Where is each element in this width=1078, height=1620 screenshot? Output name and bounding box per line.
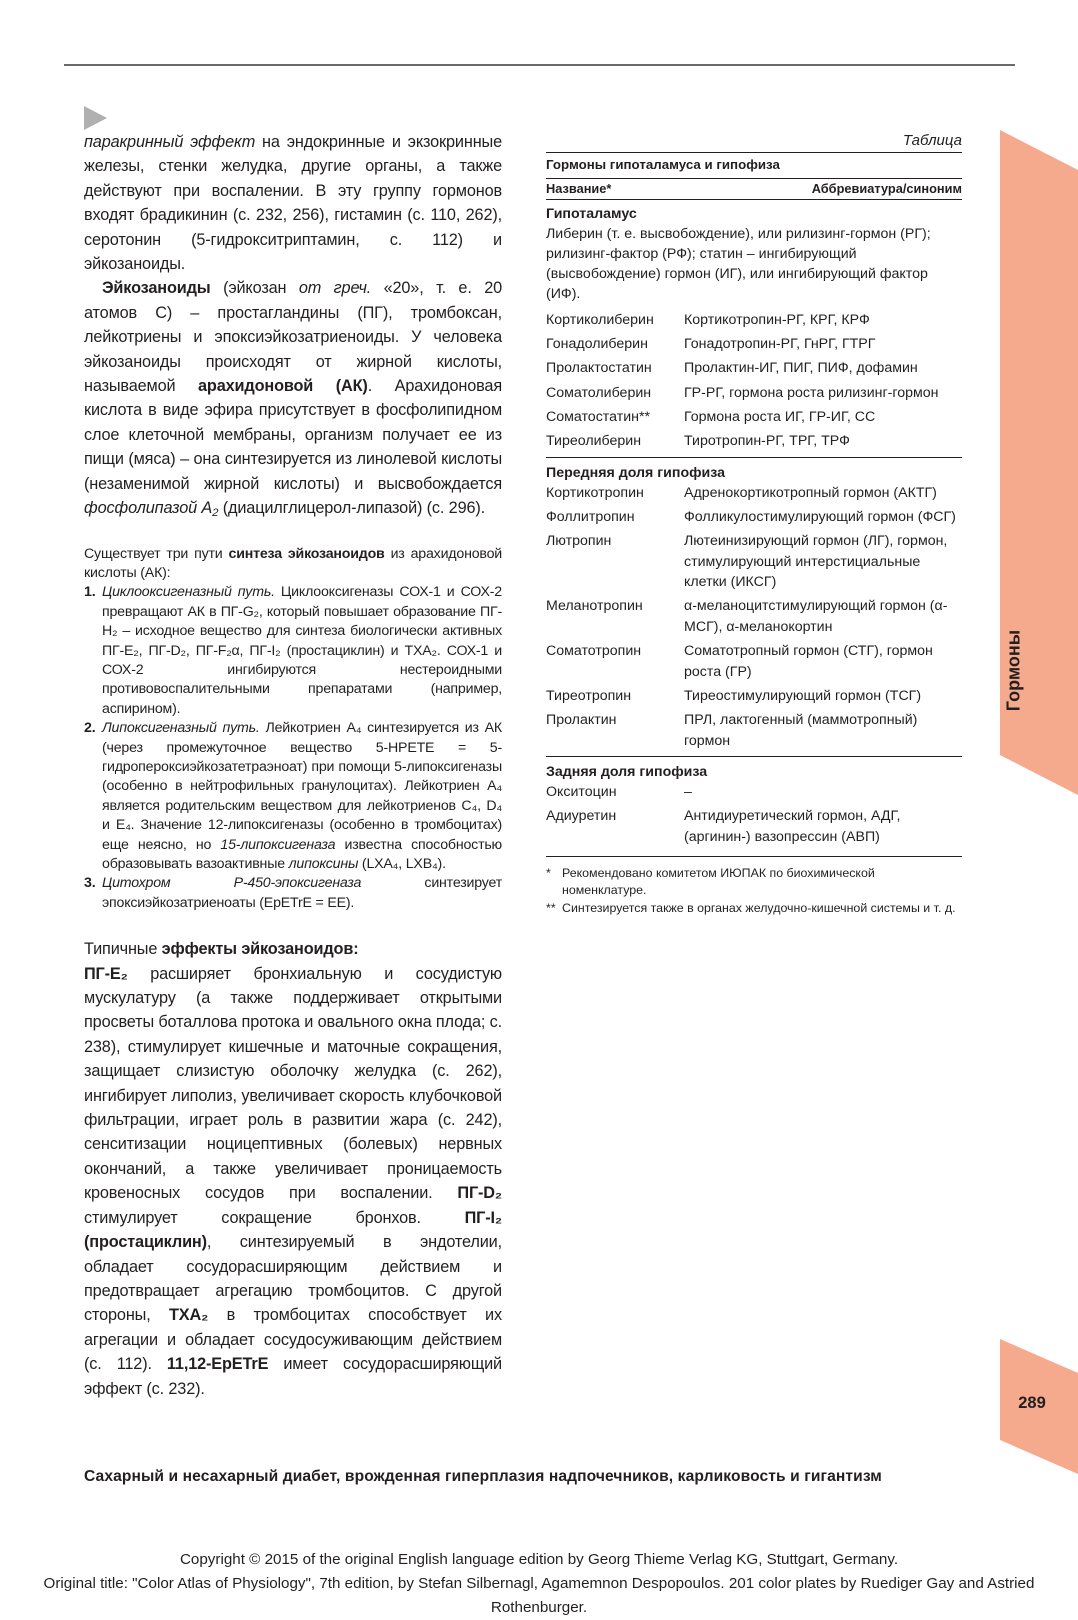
section-rows: [546, 310, 962, 452]
synthesis-intro: Существует три пути синтеза эйкозаноидов из арахидоновой кислоты (АК):: [84, 545, 502, 581]
effects-heading: Типичные эффекты эйкозаноидов:: [84, 940, 359, 959]
column-header-name: Название*: [546, 181, 612, 196]
table-row: Меланотропин α-меланоцитстимулирующий гормон (α-МСГ), α-меланокортин: [546, 598, 948, 635]
table-label: Таблица: [902, 132, 962, 149]
main-text-column: [84, 130, 502, 1401]
chapter-title: Сахарный и несахарный диабет, врожденная гиперплазия надпочечников, карликовость и гигантизм: [84, 1468, 882, 1485]
list-item: 3. Цитохром Р-450-эпоксигеназа синтезирует эпоксиэйкозатриеноаты (EpETrE = EE).: [84, 875, 503, 911]
hormones-table: [546, 130, 962, 917]
list-item: 1. Циклооксигеназный путь. Циклооксигеназы СОХ-1 и СОХ-2 превращают АК в ПГ-G₂, который повышает образование ПГ-Н₂ – исходное вещество для синтеза биологически активных ПГ-Е₂, ПГ-D₂, ПГ-F₂α, ПГ-I₂ (простациклин) и ТХА₂. СОХ-1 и СОХ-2 ингибируются нестероидными противовоспалительными препаратами (например, аспирином).: [84, 584, 502, 717]
section-divider: [546, 457, 962, 752]
table-row: Кортикотропин Адренокортикотропный гормон (АКТГ): [546, 484, 937, 501]
table-row: Тиреотропин Тиреостимулирующий гормон (ТСГ): [546, 687, 922, 704]
table-row: Соматолиберин ГР-РГ, гормона роста рилизинг-гормон: [546, 384, 939, 401]
copyright-notice: [0, 1548, 1078, 1620]
table-row: Соматотропин Соматотропный гормон (СТГ), гормон роста (ГР): [546, 643, 933, 680]
table-header: [546, 178, 962, 200]
paragraph-intro: паракринный эффект на эндокринные и экзокринные железы, стенки желудка, другие органы, а также действуют при воспалении. В эту группу гормонов входят брадикинин (с. 232, 256), гистамин (с. 110, 262), серотонин (5-гидрокситриптамин, с. 112) и эйкозаноиды.: [84, 133, 502, 274]
table-row: Гонадолиберин Гонадотропин-РГ, ГнРГ, ГТРГ: [546, 336, 876, 353]
synthesis-pathways-list: [84, 583, 502, 913]
play-arrow-icon: [84, 106, 107, 130]
chapter-side-label: Гормоны: [1003, 629, 1024, 712]
table-row: Окситоцин –: [546, 784, 692, 801]
column-header-abbr: Аббревиатура/синоним: [811, 181, 962, 196]
section-title-posterior-pituitary: Задняя доля гипофиза: [546, 764, 708, 781]
top-rule: [64, 64, 1015, 66]
table-row: Адиуретин Антидиуретический гормон, АДГ, (аргинин-) вазопрессин (АВП): [546, 808, 901, 845]
table-title: Гормоны гипоталамуса и гипофиза: [546, 152, 962, 175]
table-row: Тиреолиберин Тиротропин-РГ, ТРГ, ТРФ: [546, 432, 850, 449]
page-number: 289: [1018, 1394, 1046, 1412]
table-row: Соматостатин** Гормона роста ИГ, ГР-ИГ, СС: [546, 408, 876, 425]
table-row: Фоллитропин Фолликулостимулирующий гормон (ФСГ): [546, 508, 956, 525]
table-footnotes: [546, 856, 962, 918]
table-row: Пролактин ПРЛ, лактогенный (маммотропный) гормон: [546, 712, 918, 749]
section-description: Либерин (т. е. высвобождение), или рилизинг-гормон (РГ); рилизинг-фактор (РФ); статин – ингибирующий (высвобождение) гормон (ИГ), или ингибирующий фактор (ИФ).: [546, 226, 931, 302]
section-title-anterior-pituitary: Передняя доля гипофиза: [546, 464, 726, 481]
copyright-line: Copyright © 2015 of the original English language edition by Georg Thieme Verlag KG, Stuttgart, Germany.: [179, 1551, 899, 1568]
copyright-line: Original title: "Color Atlas of Physiology", 7th edition, by Stefan Silbernagl, Agamemnon Despopoulos. 201 color plates by Ruediger Gay and Astried Rothenburger.: [43, 1575, 1035, 1616]
table-row: Кортиколиберин Кортикотропин-РГ, КРГ, КРФ: [546, 312, 870, 328]
footnote: * Рекомендовано комитетом ИЮПАК по биохимической номенклатуре.: [546, 865, 875, 898]
section-divider: [546, 756, 962, 847]
paragraph-effects: ПГ-Е₂ расширяет бронхиальную и сосудистую мускулатуру (а также поддерживает открытыми просветы боталлова протока и овального окна плода; с. 238), стимулирует кишечные и маточные сокращения, защищает слизистую оболочку желудка (с. 262), ингибирует липолиз, увеличивает скорость клубочковой фильтрации, играет роль в развитии жара (с. 242), сенситизации ноцицептивных (болевых) нервных окончаний, а также увеличивает проницаемость кровеносных сосудов при воспалении. ПГ-D₂ стимулирует сокращение бронхов. ПГ-I₂ (простациклин), синтезируемый в эндотелии, обладает сосудорасширяющим действием и предотвращает агрегацию тромбоцитов. С другой стороны, ТХА₂ в тромбоцитах способствует их агрегации и обладает сосудосуживающим действием (с. 112). 11,12-EpETrE имеет сосудорасширяющий эффект (с. 232).: [84, 964, 502, 1398]
table-row: Лютропин Лютеинизирующий гормон (ЛГ), гормон, стимулирующий интерстициальные клетки (ИКСГ): [546, 532, 948, 591]
table-row: Пролактостатин Пролактин-ИГ, ПИГ, ПИФ, дофамин: [546, 360, 918, 377]
paragraph-eicosanoids: Эйкозаноиды (эйкозан от греч. «20», т. е. 20 атомов С) – простагландины (ПГ), тромбоксан, лейкотриены и эпоксиэйкозатриеноиды. У человека эйкозаноиды происходят от жирной кислоты, называемой арахидоновой (АК). Арахидоновая кислота в виде эфира присутствует в фосфолипидном слое клеточной мембраны, организм получает ее из пищи (мяса) – она синтезируется из линолевой кислоты (незаменимой жирной кислоты) и высвобождается фосфолипазой $A_2$ (диацилглицерол-липазой) (с. 296).: [84, 279, 503, 520]
section-title-hypothalamus: Гипоталамус: [546, 206, 637, 222]
list-item: 2. Липоксигеназный путь. Лейкотриен A₄ синтезируется из АК (через промежуточное вещество 5-HPETE = 5-гидропероксиэйкозатетраэноат) при помощи 5-липоксигеназы (особенно в нейтрофильных гранулоцитах). Лейкотриен A₄ является родительским веществом для лейкотриенов С₄, D₄ и Е₄. Значение 12-липоксигеназы (особенно в тромбоцитах) еще неясно, но 15-липоксигеназа известна способностью образовывать вазоактивные липоксины (LXA₄, LXB₄).: [84, 720, 502, 872]
footnote: ** Синтезируется также в органах желудочно-кишечной системы и т. д.: [546, 900, 956, 915]
